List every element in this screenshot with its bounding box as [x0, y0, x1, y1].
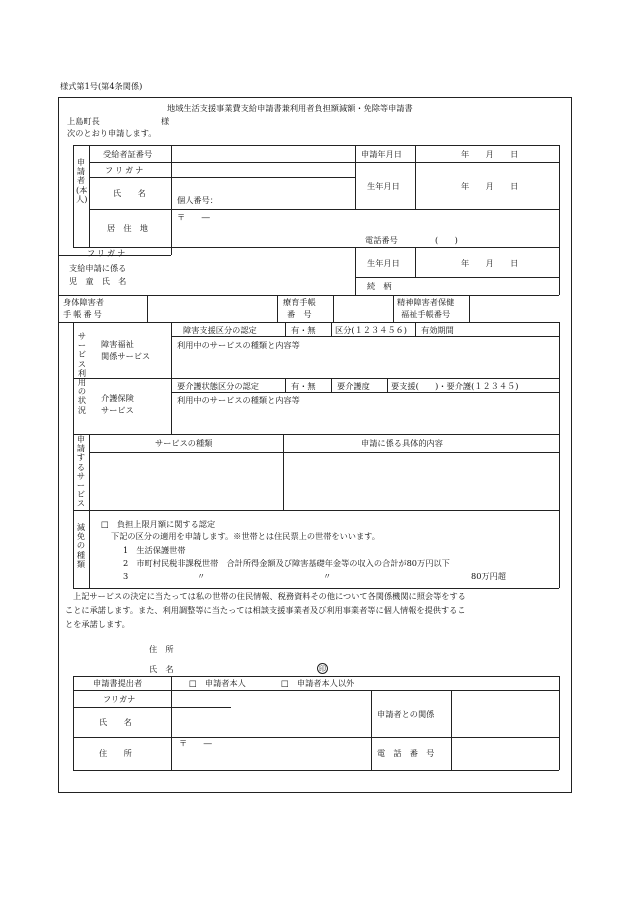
application-date-value: 年 月 日 — [461, 149, 519, 159]
care-service-label-1: 介護保険 — [101, 393, 134, 403]
birth-date-label: 生年月日 — [367, 181, 400, 191]
postal-mark: 〒 ― — [177, 212, 210, 222]
applicant-side-label: 申請者(本人) — [76, 157, 88, 204]
birth-date-value: 年 月 日 — [461, 181, 519, 191]
phone-label: 電話番号 — [365, 235, 398, 245]
welfare-service-label-1: 障害福祉 — [101, 339, 134, 349]
reduction-item-3-tail: 80万円超 — [471, 571, 506, 581]
form-number: 様式第1号(第4条関係) — [60, 81, 143, 91]
signature-address-label: 住 所 — [149, 644, 174, 654]
welfare-services-in-use: 利用中のサービスの種類と内容等 — [177, 340, 300, 350]
care-level-values[interactable]: 要支援( )・要介護(１２３４５) — [391, 381, 519, 391]
reduction-side-label: 減免の種類 — [76, 522, 86, 569]
ryoiku-handbook-label-1: 療育手帳 — [283, 297, 316, 307]
mental-handbook-label-2: 福祉手帳番号 — [401, 309, 451, 319]
signature-name-label: 氏 名 — [149, 664, 174, 674]
service-type-header: サービスの種類 — [155, 438, 213, 448]
submitter-phone-label: 電 話 番 号 — [377, 748, 435, 758]
honorific: 様 — [161, 116, 170, 126]
request-content-header: 申請に係る具体的内容 — [361, 438, 443, 448]
care-class-yes-no[interactable]: 有・無 — [291, 381, 316, 391]
care-class-label: 要介護状態区分の認定 — [177, 381, 259, 391]
reduction-item-3-number[interactable]: 3 — [123, 571, 129, 581]
requested-services-side-label: 申請するサービス — [76, 434, 86, 509]
submitter-relation-label: 申請者との関係 — [377, 709, 435, 719]
applicant-furigana-label: フリガナ — [105, 165, 146, 175]
form-title: 地域生活支援事業費支給申請書兼利用者負担額減額・免除等申請書 — [167, 103, 413, 113]
intro-text: 次のとおり申請します。 — [67, 128, 157, 138]
phone-parens: ( ) — [435, 235, 458, 245]
physical-handbook-label-1: 身体障害者 — [63, 297, 104, 307]
monthly-cap-checkbox[interactable]: □ 負担上限月額に関する認定 — [101, 519, 216, 529]
support-class-value[interactable]: 区分(１２３４５６) — [335, 325, 407, 335]
individual-no-label: 個人番号： — [177, 195, 218, 205]
recipient-cert-no-label: 受給者証番号 — [103, 149, 153, 159]
child-birth-date-value: 年 月 日 — [461, 258, 519, 268]
consent-line-1: 上記サービスの決定に当たっては私の世帯の住民情報、税務資料その他について各関係機関に照会等をする — [73, 591, 466, 601]
physical-handbook-label-2: 手帳番号 — [63, 309, 104, 319]
reduction-ditto-2: 〃 — [323, 571, 332, 581]
submitter-furigana-label: フリガナ — [103, 694, 136, 704]
addressee: 上島町長 — [67, 116, 100, 126]
child-furigana-label: フリガナ — [87, 248, 128, 258]
submitter-label: 申請書提出者 — [93, 678, 143, 688]
care-services-in-use: 利用中のサービスの種類と内容等 — [177, 395, 300, 405]
application-form — [58, 97, 572, 793]
submitter-address-label: 住 所 — [99, 748, 132, 758]
submitter-postal-mark: 〒 ― — [179, 738, 212, 748]
reduction-item-2[interactable]: 2 市町村民税非課税世帯 合計所得金額及び障害基礎年金等の収入の合計が80万円以下 — [123, 558, 450, 568]
child-name-label-1: 支給申請に係る — [69, 263, 127, 273]
application-date-label: 申請年月日 — [361, 149, 402, 159]
residence-label: 居 住 地 — [107, 223, 148, 233]
service-status-side-label: サービス利用の状況 — [77, 331, 87, 415]
submitter-option-self[interactable]: □ 申請者本人 — [189, 678, 246, 688]
child-birth-date-label: 生年月日 — [367, 258, 400, 268]
care-service-label-2: サービス — [101, 405, 134, 415]
consent-line-3: とを承諾します。 — [65, 619, 130, 629]
reduction-item-1[interactable]: 1 生活保護世帯 — [123, 545, 186, 555]
care-level-label: 要介護度 — [337, 381, 370, 391]
mental-handbook-label-1: 精神障害者保健 — [397, 297, 455, 307]
ryoiku-handbook-label-2: 番 号 — [287, 309, 312, 319]
valid-period-label: 有効期間 — [421, 325, 454, 335]
submitter-name-label: 氏 名 — [99, 717, 132, 727]
relation-label: 続 柄 — [367, 281, 392, 291]
support-class-yes-no[interactable]: 有・無 — [291, 325, 316, 335]
consent-line-2: ことに承諾します。また、利用調整等に当たっては相談支援事業者及び利用事業者等に個人情報を提供するこ — [65, 605, 466, 615]
applicant-name-label: 氏 名 — [113, 188, 146, 198]
support-class-label: 障害支援区分の認定 — [183, 325, 257, 335]
reduction-ditto-1: 〃 — [197, 571, 206, 581]
reduction-intro: 下記の区分の適用を申請します。※世帯とは住民票上の世帯をいいます。 — [111, 531, 380, 541]
welfare-service-label-2: 関係サービス — [101, 351, 151, 361]
submitter-option-other[interactable]: □ 申請者本人以外 — [281, 678, 355, 688]
child-name-label-2: 児 童 氏 名 — [69, 276, 127, 286]
seal-mark: 印 — [319, 665, 326, 673]
